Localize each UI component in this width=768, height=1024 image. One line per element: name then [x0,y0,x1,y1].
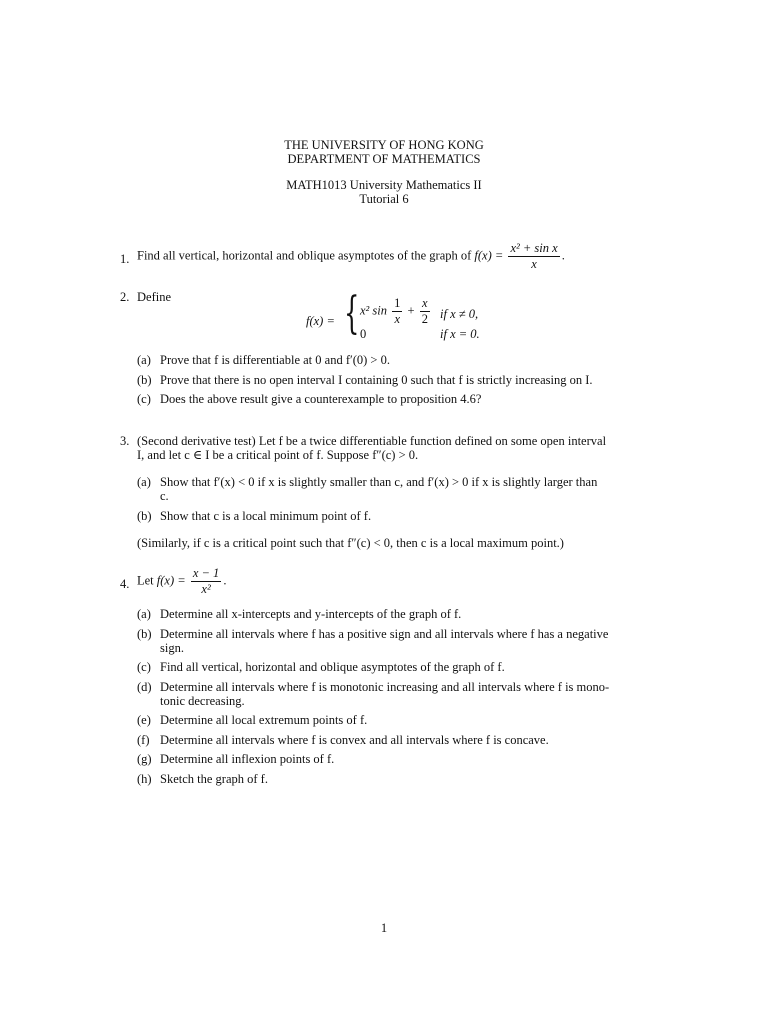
part-text: Prove that f is differentiable at 0 and f′(0) > 0. [160,353,390,367]
part-label: (h) [137,772,152,786]
numerator: x [422,296,428,310]
question-text-line-1: (Second derivative test) Let f be a twice differentiable function defined on some open interval [137,434,607,448]
part-label: (a) [137,607,151,621]
denominator: 2 [421,312,428,326]
part-text: Prove that there is no open interval I containing 0 such that f is strictly increasing on I. [160,373,593,387]
fraction [508,241,559,272]
part-text: Does the above result give a counterexample to proposition 4.6? [160,392,482,406]
part-label: (c) [137,660,151,674]
part-label: (b) [137,509,152,523]
part-text: Sketch the graph of f. [160,772,268,786]
part-text: Determine all inflexion points of f. [160,752,335,766]
part-text: Determine all intervals where f is convex and all intervals where f is concave. [160,733,549,747]
fraction-1-over-x [392,296,402,327]
part-label: (b) [137,627,152,641]
case-2-expression: 0 [360,327,367,341]
part-text-continued: c. [160,489,169,503]
part-label: (g) [137,752,152,766]
question-text: Find all vertical, horizontal and oblique asymptotes of the graph of [137,248,472,263]
part-text: Find all vertical, horizontal and oblique asymptotes of the graph of f. [160,660,505,674]
case-1-condition: if x ≠ 0, [440,307,479,321]
part-text: Determine all x-intercepts and y-intercepts of the graph of f. [160,607,462,621]
case-1-expression: x² sin [360,303,388,318]
department-name: DEPARTMENT OF MATHEMATICS [287,152,481,166]
university-name: THE UNIVERSITY OF HONG KONG [284,138,484,152]
tutorial-title: Tutorial 6 [359,192,409,206]
part-text-continued: tonic decreasing. [160,694,245,708]
period: . [561,248,565,263]
part-text-continued: sign. [160,641,184,655]
question-text-line-2: I, and let c ∈ I be a critical point of f. Suppose f″(c) > 0. [137,448,419,462]
question-number: 4. [120,577,130,591]
part-label: (e) [137,713,151,727]
period: . [223,573,227,588]
question-number: 1. [120,252,130,266]
part-label: (c) [137,392,151,406]
function-label: f(x) = [306,314,335,328]
question-number: 2. [120,290,130,304]
numerator: x² + sin x [510,241,558,255]
part-text: Determine all local extremum points of f. [160,713,368,727]
function-label: f(x) = [156,573,186,588]
part-label: (a) [137,475,151,489]
question-text: Let [137,573,154,588]
part-text: Show that c is a local minimum point of f. [160,509,372,523]
denominator: x² [191,581,221,597]
left-brace: { [344,288,360,339]
part-text: Show that f′(x) < 0 if x is slightly smaller than c, and f′(x) > 0 if x is slightly larger than [160,475,598,489]
page-number: 1 [380,921,388,935]
part-label: (b) [137,373,152,387]
part-label: (d) [137,680,152,694]
part-label: (a) [137,353,151,367]
part-text: Determine all intervals where f has a positive sign and all intervals where f has a negative [160,627,609,641]
denominator: x [392,311,402,327]
note: (Similarly, if c is a critical point such that f″(c) < 0, then c is a local maximum point.) [137,536,564,550]
numerator: x − 1 [192,566,220,580]
part-label: (f) [137,733,150,747]
part-text: Determine all intervals where f is monotonic increasing and all intervals where f is mono- [160,680,610,694]
fraction-x-over-2 [420,296,430,327]
question-number: 3. [120,434,130,448]
function-label: f(x) = [474,248,504,263]
numerator: 1 [394,296,401,310]
case-2-condition: if x = 0. [440,327,480,341]
case-1 [360,296,432,327]
course-title: MATH1013 University Mathematics II [286,178,482,192]
question-text: Define [137,290,172,304]
fraction [191,566,221,597]
plus-sign: + [407,303,415,318]
denominator: x [508,256,559,272]
